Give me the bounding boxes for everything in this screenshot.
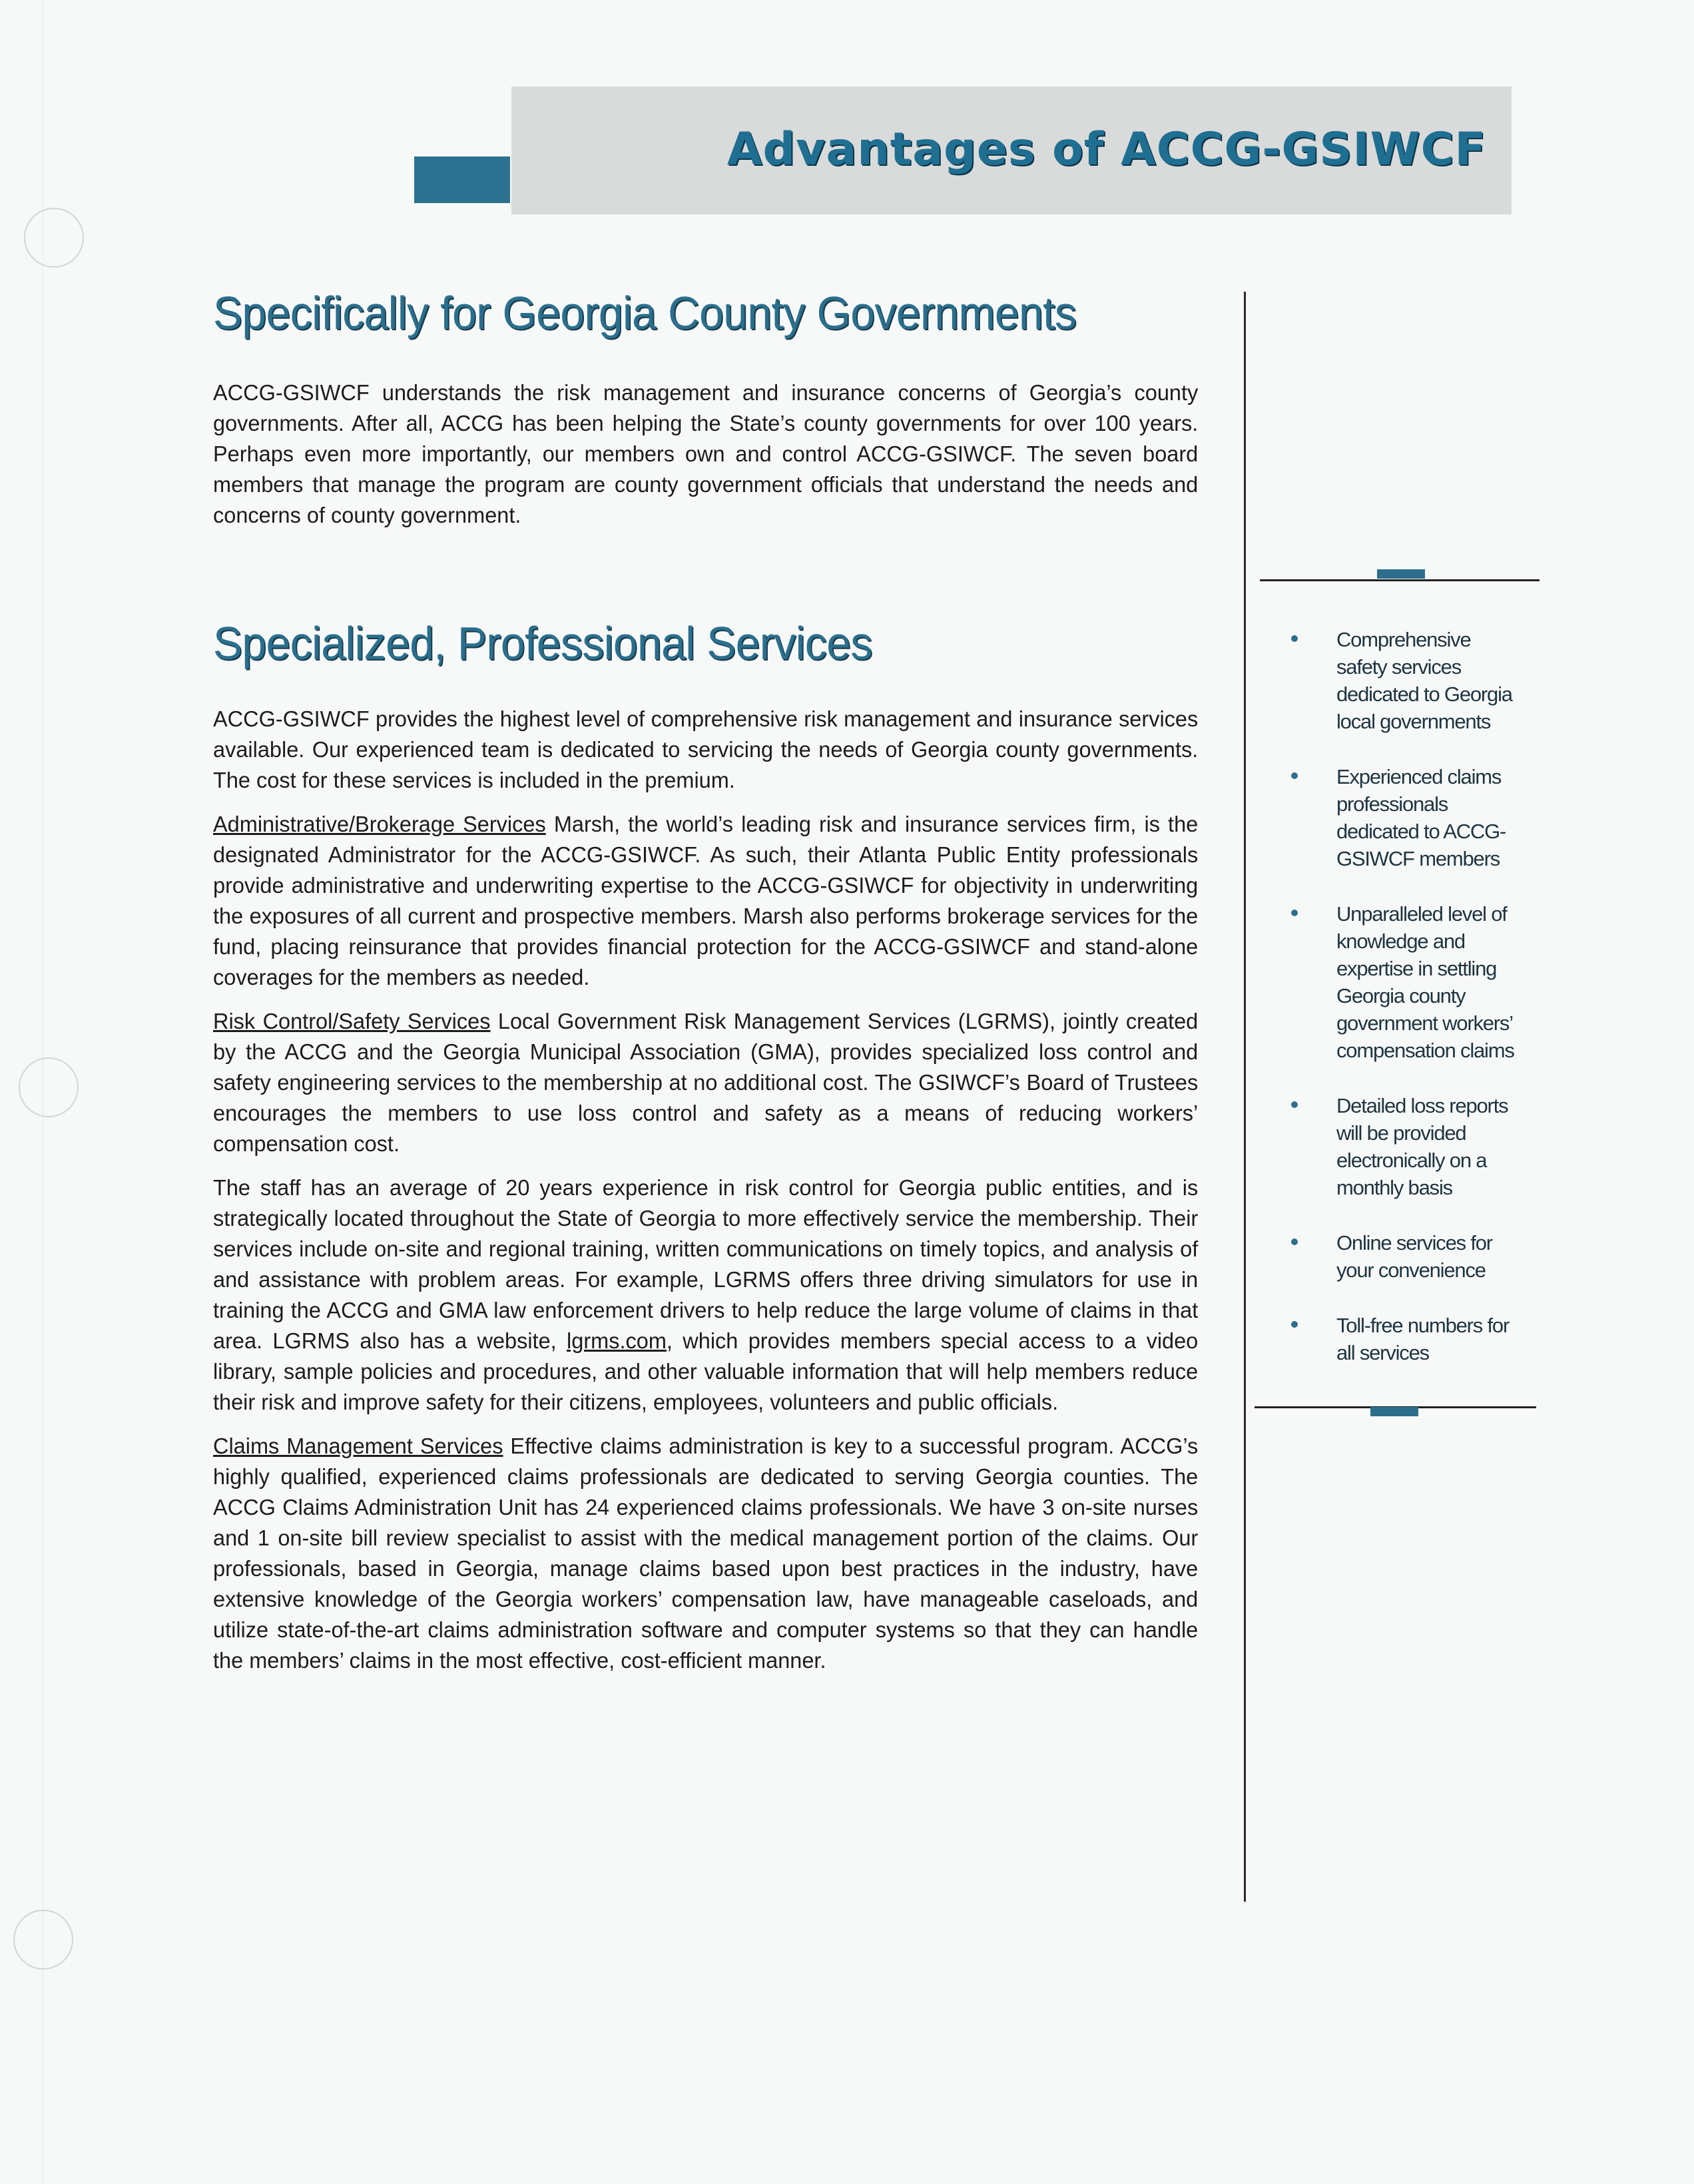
column-divider xyxy=(1244,292,1246,1902)
list-item: Comprehensive safety services dedicated to Georgia local governments xyxy=(1282,626,1522,735)
hole-punch xyxy=(24,208,84,268)
risk-control-paragraph: Risk Control/Safety Services Local Government Risk Management Services (LGRMS), jointly created by the ACCG and the Georgia Municipal Association (GMA), provides specialized loss control and safety engineering services to the membership at no additional cost. The GSIWCF’s Board of Trustees encourages the members to use loss control and safety as a means of reducing workers’ compensation cost. xyxy=(213,1009,1199,1157)
bullet-icon xyxy=(1291,635,1298,642)
bullet-icon xyxy=(1291,772,1298,779)
list-item: Toll-free numbers for all services xyxy=(1282,1312,1522,1366)
list-item: Online services for your convenience xyxy=(1282,1229,1522,1284)
claims-paragraph: Claims Management Services Effective claims administration is key to a successful program. ACCG’s highly qualified, experienced claims professionals are dedicated to serving Georgia counties. The ACCG Claims Administration Unit has 24 experienced claims professionals. We have 3 on-site nurses and 1 on-site bill review specialist to assist with the medical management portion of the claims. Our professionals, based in Georgia, manage claims based upon best practices in the industry, have extensive knowledge of the Georgia workers’ compensation law, have manageable caseloads, and utilize state-of-the-art claims administration software and computer systems so that they can handle the members’ claims in the most effective, cost-efficient manner. xyxy=(213,1434,1199,1673)
staff-paragraph: The staff has an average of 20 years experience in risk control for Georgia public entities, and is strategically located throughout the State of Georgia to more effectively service the membership. Their services include on-site and regional training, written communications on timely topics, and analysis of and assistance with problem areas. For example, LGRMS offers three driving simulators for use in training the ACCG and GMA law enforcement drivers to help reduce the large volume of claims in that area. LGRMS also has a website, lgrms.com, which provides members special access to a video library, sample policies and procedures, and other valuable information that will help members reduce their risk and improve safety for their citizens, employees, volunteers and public officials. xyxy=(213,1176,1199,1415)
list-item: Detailed loss reports will be provided electronically on a monthly basis xyxy=(1282,1092,1522,1201)
list-item: Experienced claims professionals dedicated to ACCG-GSIWCF members xyxy=(1282,763,1522,872)
admin-services-label: Administrative/Brokerage Services xyxy=(213,812,546,837)
bullet-icon xyxy=(1291,1321,1298,1328)
lgrms-link[interactable]: lgrms.com xyxy=(567,1329,667,1354)
risk-control-label: Risk Control/Safety Services xyxy=(213,1009,491,1034)
sidebar-bottom-tab xyxy=(1370,1407,1418,1416)
banner-accent-square xyxy=(414,156,510,203)
title-banner xyxy=(511,87,1512,214)
page-title: Advantages of ACCG-GSIWCF xyxy=(726,123,1486,176)
bullet-icon xyxy=(1291,1101,1298,1108)
sidebar-top-tab xyxy=(1377,569,1425,579)
claims-label: Claims Management Services xyxy=(213,1434,503,1459)
bullet-icon xyxy=(1291,1238,1298,1245)
sidebar-bullet-list xyxy=(1282,626,1522,1394)
section-heading: Specifically for Georgia County Governments xyxy=(213,287,1077,339)
services-intro-paragraph: ACCG-GSIWCF provides the highest level of comprehensive risk management and insurance services available. Our experienced team is dedicated to servicing the needs of Georgia county governments. The cost for these services is included in the premium. xyxy=(213,707,1199,793)
main-content xyxy=(213,286,1229,1677)
hole-punch xyxy=(19,1057,79,1117)
bullet-icon xyxy=(1291,910,1298,916)
list-item: Unparalleled level of knowledge and expertise in settling Georgia county government workers’ compensation claims xyxy=(1282,900,1522,1064)
section-heading: Specialized, Professional Services xyxy=(213,617,872,669)
intro-paragraph: ACCG-GSIWCF understands the risk management and insurance concerns of Georgia’s county governments. After all, ACCG has been helping the State’s county governments for over 100 years. Perhaps even more importantly, our members own and control ACCG-GSIWCF. The seven board members that manage the program are county government officials that understand the needs and concerns of county government. xyxy=(213,381,1199,528)
admin-services-paragraph: Administrative/Brokerage Services Marsh, the world’s leading risk and insurance services firm, is the designated Administrator for the ACCG-GSIWCF. As such, their Atlanta Public Entity professionals provide administrative and underwriting expertise to the ACCG-GSIWCF for objectivity in underwriting the exposures of all current and prospective members. Marsh also performs brokerage services for the fund, placing reinsurance that provides financial protection for the ACCG-GSIWCF and stand-alone coverages for the members as needed. xyxy=(213,812,1199,990)
sidebar-top-rule xyxy=(1260,579,1540,581)
hole-punch xyxy=(13,1910,73,1970)
